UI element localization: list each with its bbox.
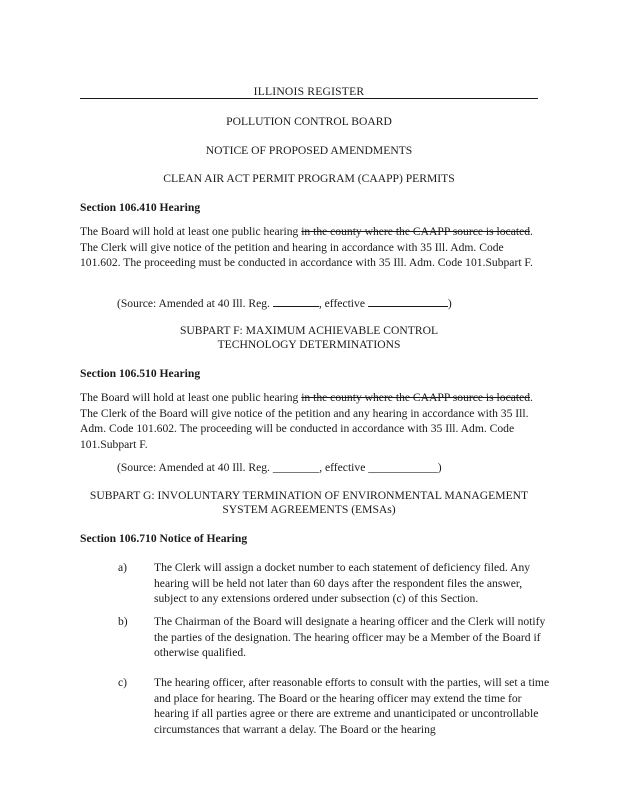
page-header bbox=[80, 84, 538, 100]
text-segment: . The Clerk of the Board will give notice of the petition and any hearing in accordance with 35 Ill. Adm. Code 101.602. The proceeding will be conducted in accordance with 35 Ill. Adm. Code 101.Subpart F. bbox=[80, 391, 533, 451]
blank-line bbox=[368, 295, 448, 307]
item-label: b) bbox=[118, 615, 128, 628]
source-prefix: (Source: Amended at 40 Ill. Reg. bbox=[117, 297, 273, 310]
text-segment: . The Clerk will give notice of the petition and hearing in accordance with 35 Ill. Adm. Code 101.602. The proceeding must be conducted in accordance with 35 Ill. Adm. Code 101.Subpart F. bbox=[80, 225, 533, 269]
section-106-410-heading: Section 106.410 Hearing bbox=[80, 201, 201, 214]
blank-line bbox=[273, 295, 319, 307]
item-text: The hearing officer, after reasonable efforts to consult with the parties, will set a time and place for hearing. The Board or the hearing officer may extend the time for hearing if all parties agree or there are extreme and unanticipated or uncontrollable circumstances that warrant a delay. The Board or the hearing bbox=[154, 676, 550, 736]
subpart-g-title: SUBPART G: INVOLUNTARY TERMINATION OF ENVIRONMENTAL MANAGEMENT bbox=[89, 489, 529, 502]
source-middle: , effective bbox=[318, 297, 368, 310]
text-segment: The Board will hold at least one public hearing bbox=[80, 225, 302, 238]
struck-text: in the county where the CAAPP source is located bbox=[301, 391, 531, 404]
section-106-710-heading: Section 106.710 Notice of Hearing bbox=[80, 532, 248, 545]
text-segment: The Board will hold at least one public hearing bbox=[80, 391, 299, 404]
register-title: ILLINOIS REGISTER bbox=[253, 85, 365, 98]
source-note-410 bbox=[117, 295, 452, 312]
section-106-410-text bbox=[80, 224, 542, 271]
item-label: a) bbox=[118, 561, 128, 574]
notice-title: NOTICE OF PROPOSED AMENDMENTS bbox=[205, 144, 413, 157]
subpart-f-title-line2: TECHNOLOGY DETERMINATIONS bbox=[217, 338, 401, 351]
agency-name: POLLUTION CONTROL BOARD bbox=[226, 115, 392, 128]
header-rule bbox=[80, 98, 538, 99]
subpart-f-title: SUBPART F: MAXIMUM ACHIEVABLE CONTROL bbox=[179, 324, 439, 337]
source-note-510: (Source: Amended at 40 Ill. Reg. ________, effective ____________) bbox=[117, 461, 442, 474]
section-106-510-text bbox=[80, 390, 542, 452]
item-label: c) bbox=[118, 676, 128, 689]
item-text: The Clerk will assign a docket number to each statement of deficiency filed. Any hearing will be held not later than 60 days after the respondent files the answer, subject to any extensions ordered under subsection (c) of this Section. bbox=[154, 561, 531, 605]
item-text: The Chairman of the Board will designate a hearing officer and the Clerk will notify the parties of the designation. The hearing officer may be a Member of the Board if otherwise qualified. bbox=[154, 615, 546, 659]
subpart-g-title-line2: SYSTEM AGREEMENTS (EMSAs) bbox=[222, 503, 396, 516]
section-106-510-heading: Section 106.510 Hearing bbox=[80, 367, 201, 380]
source-suffix: ) bbox=[447, 297, 452, 310]
struck-text: in the county where the CAAPP source is located bbox=[301, 225, 531, 238]
program-title: CLEAN AIR ACT PERMIT PROGRAM (CAAPP) PERMITS bbox=[163, 172, 455, 185]
